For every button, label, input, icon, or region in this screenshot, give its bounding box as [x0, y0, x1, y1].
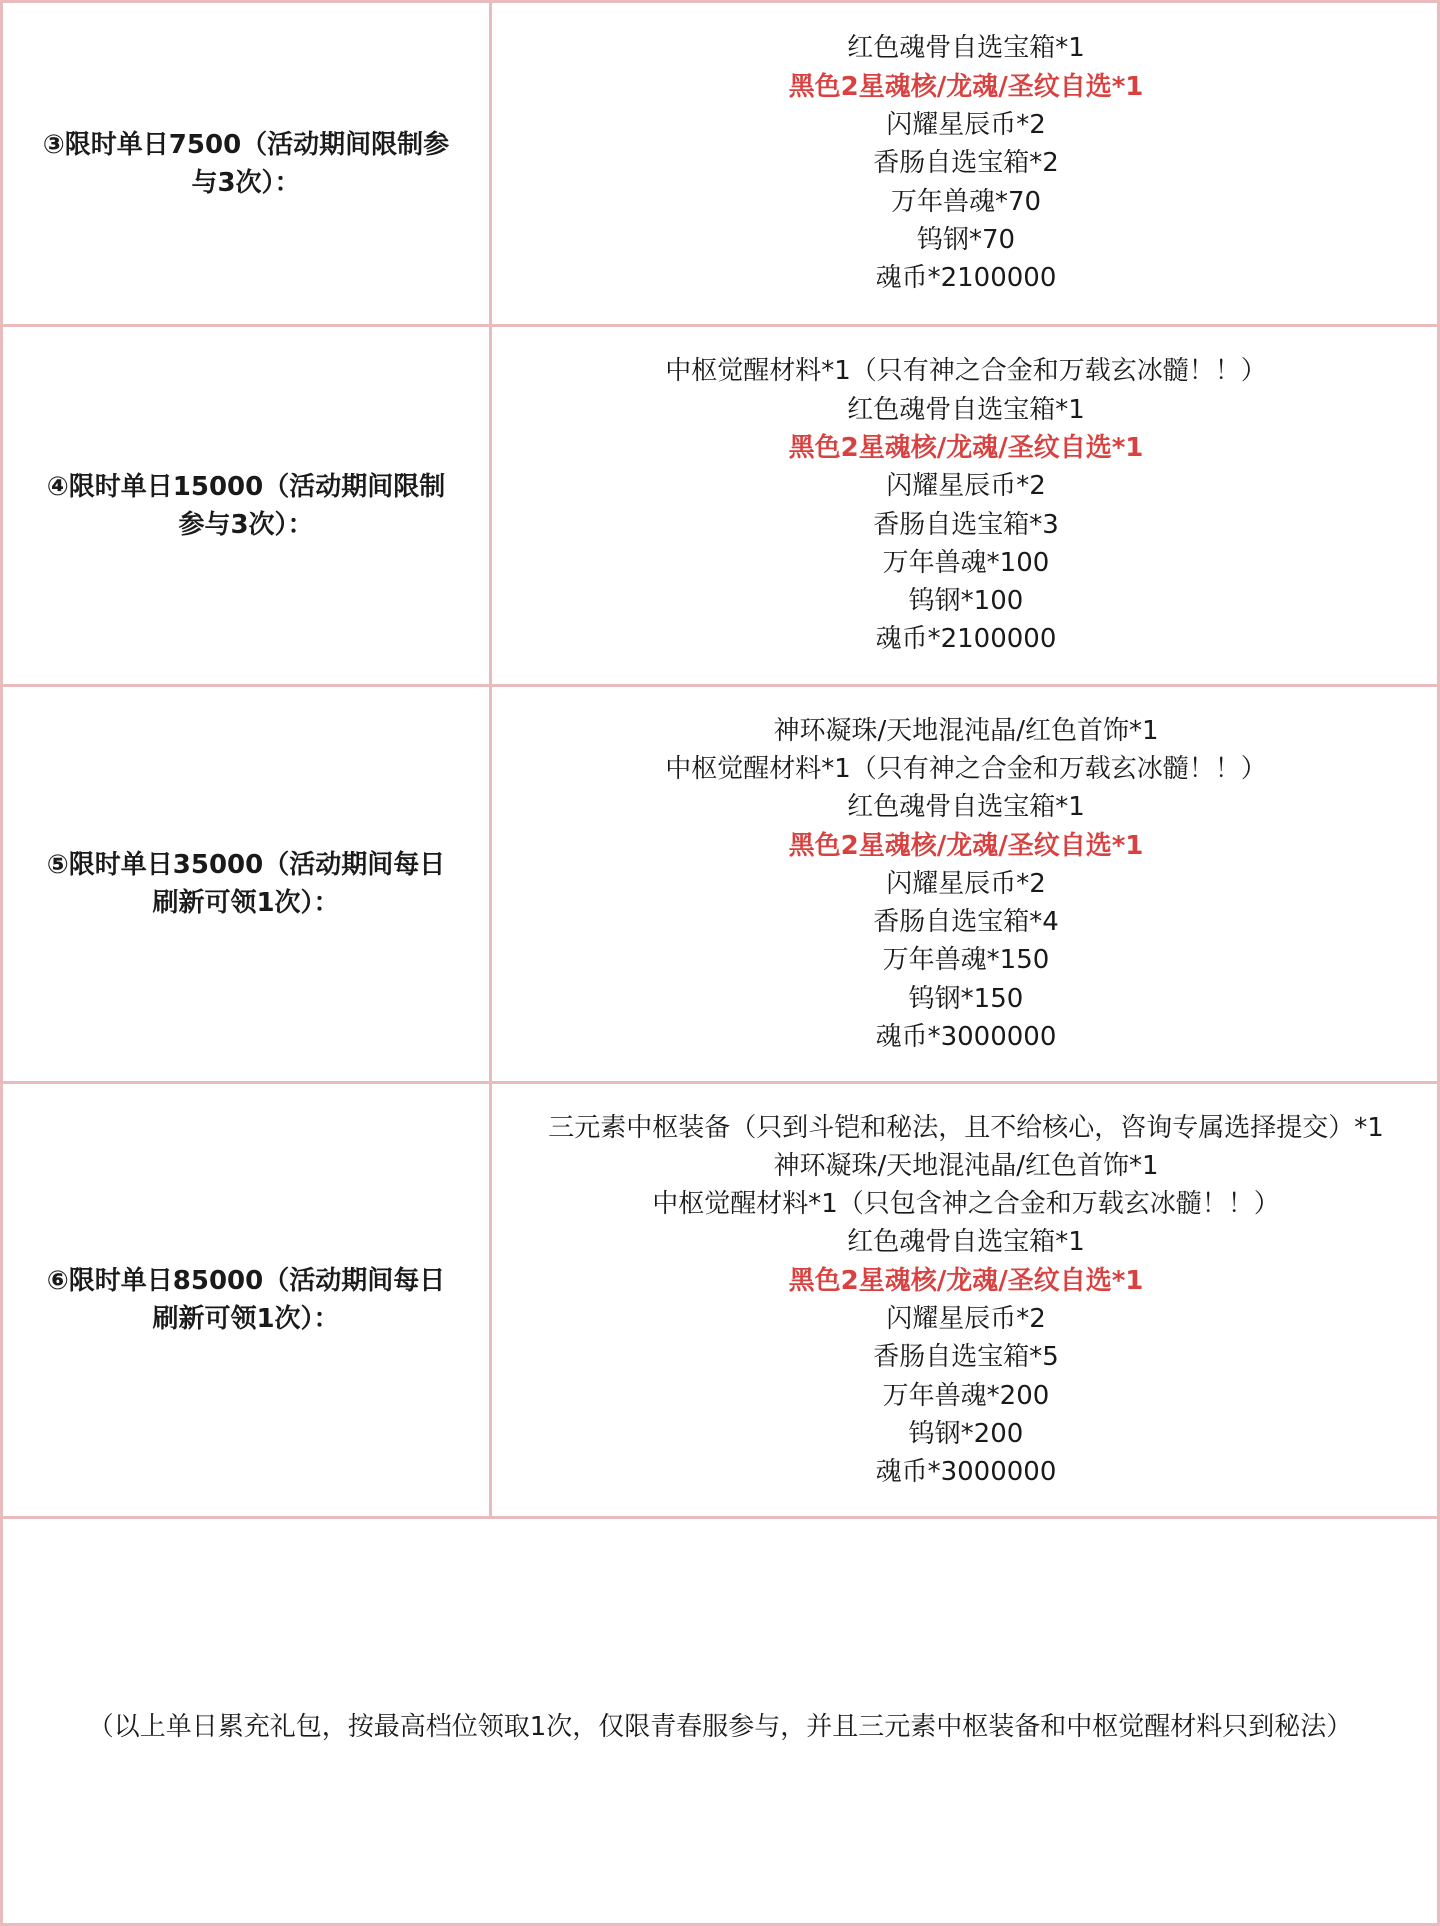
reward-item: 红色魂骨自选宝箱*1: [847, 33, 1085, 64]
reward-item: 红色魂骨自选宝箱*1: [847, 792, 1085, 823]
reward-item-highlight: 黑色2星魂核/龙魂/圣纹自选*1: [788, 830, 1144, 861]
tier-row-85000: [3, 1084, 1437, 1519]
tier-label: [47, 468, 445, 544]
reward-item: 万年兽魂*100: [882, 547, 1050, 578]
tier-row-7500: [3, 3, 1437, 327]
reward-item: 香肠自选宝箱*5: [873, 1342, 1059, 1373]
reward-item: 香肠自选宝箱*2: [873, 148, 1059, 179]
reward-item: 红色魂骨自选宝箱*1: [847, 1227, 1085, 1258]
reward-item: 闪耀星辰币*2: [886, 1304, 1046, 1334]
reward-item: 中枢觉醒材料*1（只有神之合金和万载玄冰髓！！）: [665, 753, 1267, 784]
footer-note: （以上单日累充礼包，按最高档位领取1次，仅限青春服参与，并且三元素中枢装备和中枢觉醒材料只到秘法）: [87, 1712, 1353, 1742]
reward-item: 香肠自选宝箱*3: [873, 509, 1059, 540]
tier-label-line: ⑥限时单日85000（活动期间每日: [46, 1266, 446, 1296]
reward-item: 万年兽魂*200: [882, 1380, 1050, 1411]
tier-label-line: 刷新可领1次）：: [152, 1304, 340, 1334]
reward-item: 红色魂骨自选宝箱*1: [847, 394, 1085, 425]
reward-item: 三元素中枢装备（只到斗铠和秘法，且不给核心，咨询专属选择提交）*1: [548, 1112, 1384, 1143]
reward-item: 钨钢*150: [908, 983, 1024, 1014]
tier-label-cell: [3, 687, 492, 1081]
reward-item: 闪耀星辰币*2: [886, 110, 1046, 141]
reward-list: [495, 1084, 1437, 1516]
reward-item-highlight: 黑色2星魂核/龙魂/圣纹自选*1: [788, 71, 1144, 102]
tier-label-line: 参与3次）：: [178, 509, 314, 540]
reward-item: 闪耀星辰币*2: [886, 471, 1046, 502]
tier-row-15000: [3, 327, 1437, 687]
tier-label-line: ④限时单日15000（活动期间限制: [46, 471, 446, 502]
reward-item: 魂币*2100000: [875, 624, 1057, 655]
reward-item-highlight: 黑色2星魂核/龙魂/圣纹自选*1: [788, 1265, 1144, 1296]
reward-item: 中枢觉醒材料*1（只包含神之合金和万载玄冰髓！！）: [652, 1189, 1280, 1220]
reward-item: 钨钢*70: [916, 224, 1016, 255]
tier-label-line: 刷新可领1次）：: [152, 888, 340, 918]
reward-item: 万年兽魂*150: [882, 945, 1050, 976]
reward-item: 神环凝珠/天地混沌晶/红色首饰*1: [773, 1150, 1159, 1181]
tier-label: [47, 1262, 445, 1338]
tier-label-cell: [3, 3, 492, 324]
reward-list: [495, 327, 1437, 684]
reward-item: 闪耀星辰币*2: [886, 868, 1046, 899]
tier-label-cell: [3, 1084, 492, 1516]
reward-item: 钨钢*200: [908, 1418, 1024, 1449]
reward-item-highlight: 黑色2星魂核/龙魂/圣纹自选*1: [788, 432, 1144, 463]
reward-item: 魂币*3000000: [875, 1457, 1057, 1488]
tier-label-line: ③限时单日7500（活动期间限制参: [42, 129, 450, 160]
reward-item: 神环凝珠/天地混沌晶/红色首饰*1: [773, 715, 1159, 746]
tier-label: [43, 126, 449, 202]
tier-label-cell: [3, 327, 492, 684]
footer-note-area: [3, 1519, 1437, 1923]
reward-item: 魂币*3000000: [875, 1022, 1057, 1053]
tier-label-line: 与3次）：: [191, 167, 301, 198]
tier-label: [47, 846, 445, 922]
reward-item: 钨钢*100: [908, 586, 1024, 617]
reward-item: 魂币*2100000: [875, 263, 1057, 294]
tier-label-line: ⑤限时单日35000（活动期间每日: [46, 850, 446, 880]
reward-item: 万年兽魂*70: [890, 186, 1042, 217]
tier-row-35000: [3, 687, 1437, 1084]
reward-list: [495, 3, 1437, 324]
reward-item: 香肠自选宝箱*4: [873, 907, 1059, 938]
reward-list: [495, 687, 1437, 1081]
reward-item: 中枢觉醒材料*1（只有神之合金和万载玄冰髓！！）: [665, 356, 1267, 387]
